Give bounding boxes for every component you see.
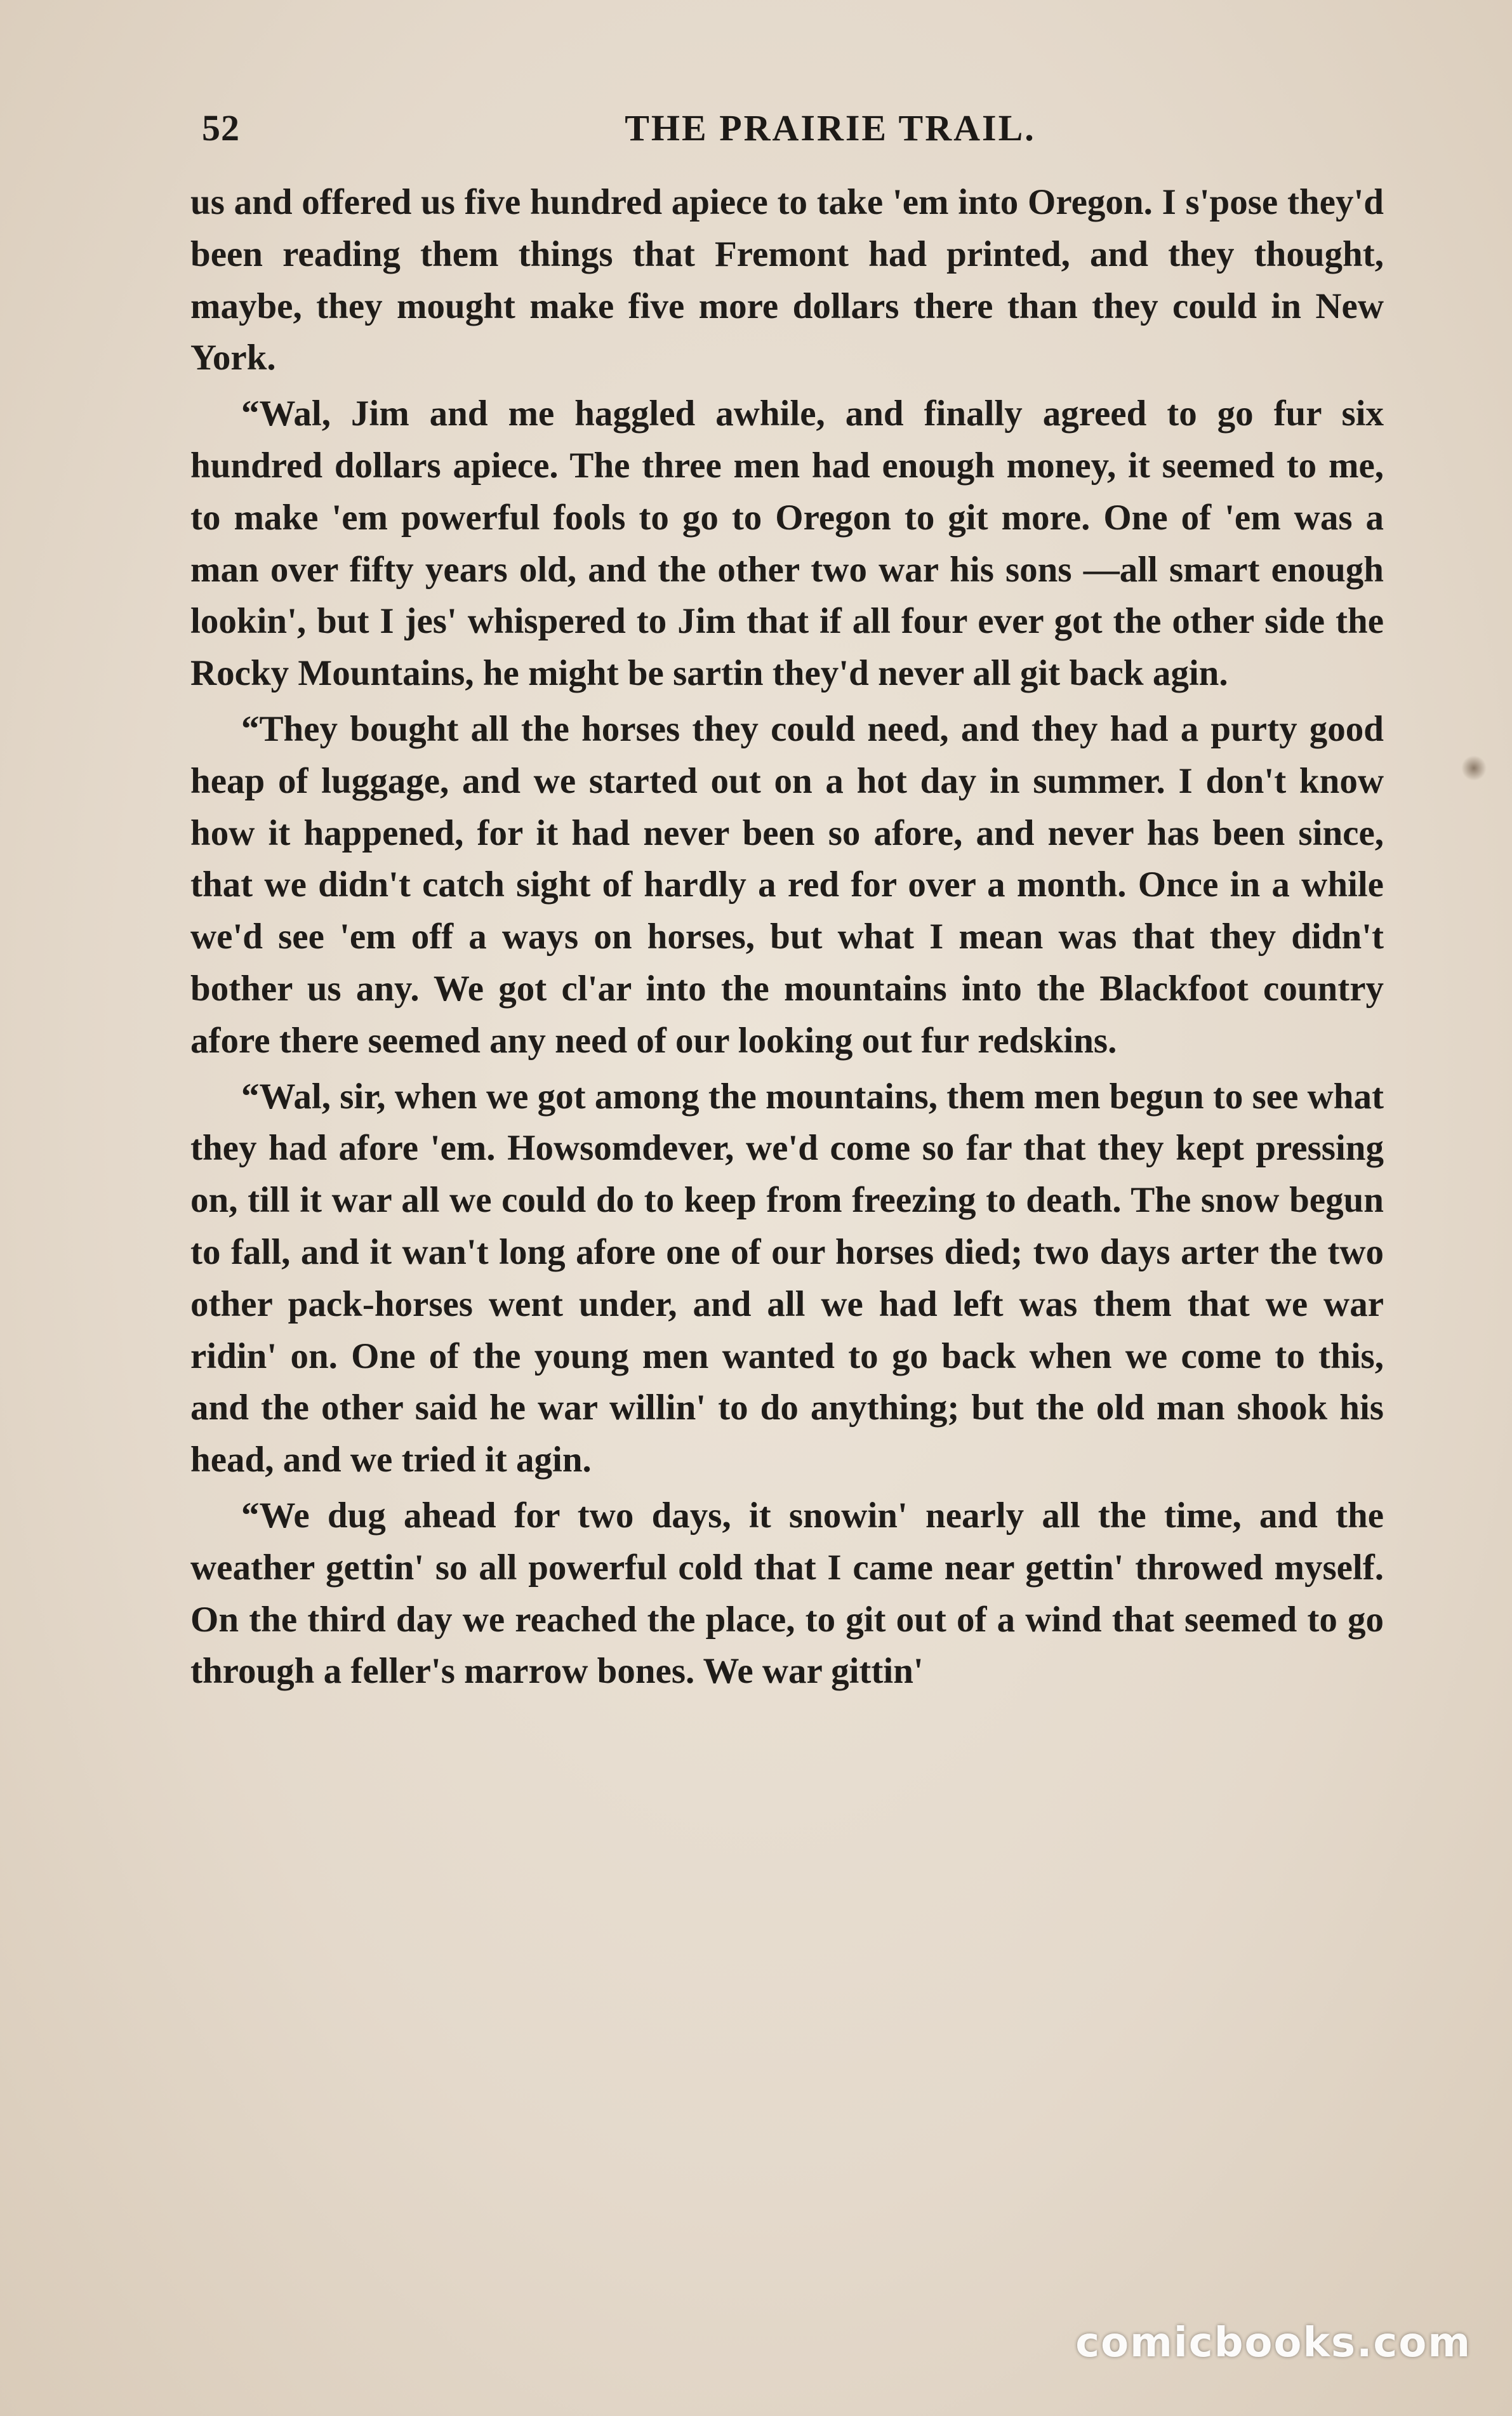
paragraph-3: “They bought all the horses they could need, and they had a purty good heap of luggage, and we started out on a hot day in summer. I don't know how it happened, for it had never been so afore, and never has been since, that we didn't catch sight of hardly a red for over a month. Once in a while we'd see 'em off a ways on horses, but what I mean was that they didn't bother us any. We got cl'ar into the mountains into the Blackfoot country afore there seemed any need of our looking out fur redskins.: [190, 708, 1384, 1061]
page-number: 52: [202, 107, 240, 149]
page-edge-mark: [1461, 755, 1487, 781]
paragraph-1: us and offered us five hundred apiece to take 'em into Oregon. I s'pose they'd been reading them things that Fremont had printed, and they thought, maybe, they mought make five more dollars there than they could in New York.: [190, 182, 1384, 378]
page-header: [202, 95, 1383, 165]
paragraph-4: “Wal, sir, when we got among the mountains, them men begun to see what they had afore 'em. Howsomdever, we'd come so far that they kept pressing on, till it war all we could do to keep from freezing to death. The snow begun to fall, and it wan't long afore one of our horses died; two days arter the two other pack-horses went under, and all we had left was them that we war ridin' on. One of the young men wanted to go back when we come to this, and the other said he war willin' to do anything; but the old man shook his head, and we tried it agin.: [190, 1076, 1384, 1480]
body-text: [190, 176, 1384, 1697]
paragraph-2: “Wal, Jim and me haggled awhile, and finally agreed to go fur six hundred dollars apiece. The three men had enough money, it seemed to me, to make 'em powerful fools to go to Oregon to git more. One of 'em was a man over fifty years old, and the other two war his sons —all smart enough lookin', but I jes' whispered to Jim that if all four ever got the other side the Rocky Mountains, he might be sartin they'd never all git back agin.: [190, 394, 1384, 694]
running-title: THE PRAIRIE TRAIL.: [625, 107, 1036, 149]
paragraph-5: “We dug ahead for two days, it snowin' nearly all the time, and the weather gettin' so all powerful cold that I came near gettin' throwed myself. On the third day we reached the place, to git out of a wind that seemed to go through a feller's marrow bones. We war gittin': [190, 1495, 1384, 1692]
watermark: comicbooks.com: [1075, 2320, 1471, 2366]
